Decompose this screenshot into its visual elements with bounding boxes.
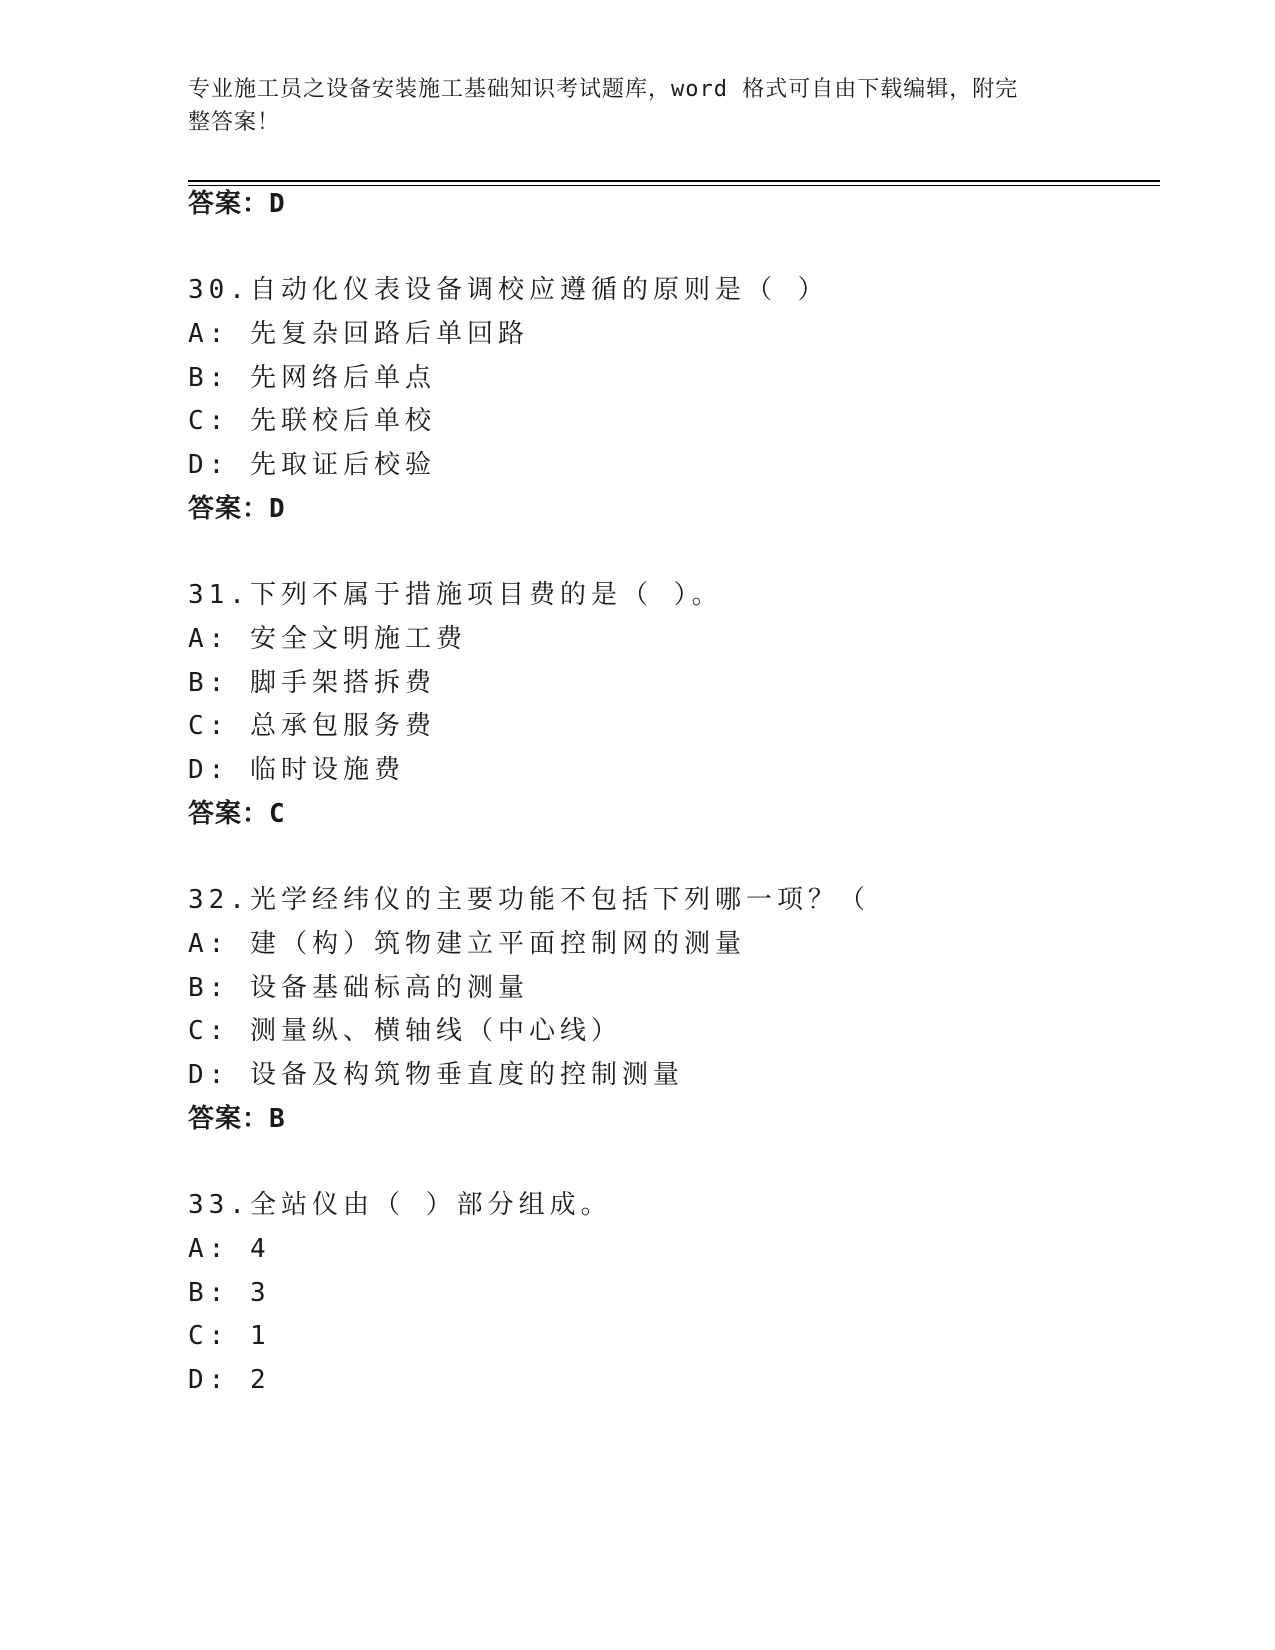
option-32-b: B: 设备基础标高的测量 — [188, 973, 529, 1003]
question-stem-32: 32.光学经纬仪的主要功能不包括下列哪一项？（ — [188, 885, 870, 915]
option-33-b: B: 3 — [188, 1278, 271, 1308]
option-31-b: B: 脚手架搭拆费 — [188, 668, 436, 698]
document-header — [188, 73, 1068, 139]
option-33-d: D: 2 — [188, 1365, 271, 1395]
option-30-b: B: 先网络后单点 — [188, 363, 436, 393]
option-31-a: A: 安全文明施工费 — [188, 624, 467, 654]
option-30-a: A: 先复杂回路后单回路 — [188, 319, 529, 349]
answer-previous: 答案：D — [188, 189, 286, 219]
option-33-c: C: 1 — [188, 1321, 271, 1351]
header-rule-thin — [188, 185, 1160, 186]
question-stem-33: 33.全站仪由（ ）部分组成。 — [188, 1190, 612, 1220]
answer-31: 答案：C — [188, 799, 286, 829]
header-line-1: 专业施工员之设备安装施工基础知识考试题库，word 格式可自由下载编辑，附完 — [188, 77, 1019, 102]
question-stem-31: 31.下列不属于措施项目费的是（ ）。 — [188, 580, 723, 610]
header-rule-thick — [188, 180, 1160, 182]
question-stem-30: 30.自动化仪表设备调校应遵循的原则是（ ） — [188, 275, 829, 305]
option-32-a: A: 建（构）筑物建立平面控制网的测量 — [188, 929, 746, 959]
option-32-d: D: 设备及构筑物垂直度的控制测量 — [188, 1060, 684, 1090]
option-30-c: C: 先联校后单校 — [188, 406, 436, 436]
option-31-d: D: 临时设施费 — [188, 755, 405, 785]
option-30-d: D: 先取证后校验 — [188, 450, 436, 480]
answer-30: 答案：D — [188, 494, 286, 524]
answer-32: 答案：B — [188, 1104, 286, 1134]
option-31-c: C: 总承包服务费 — [188, 711, 436, 741]
option-32-c: C: 测量纵、横轴线（中心线） — [188, 1016, 622, 1046]
option-33-a: A: 4 — [188, 1234, 271, 1264]
header-line-2: 整答案！ — [188, 110, 281, 135]
